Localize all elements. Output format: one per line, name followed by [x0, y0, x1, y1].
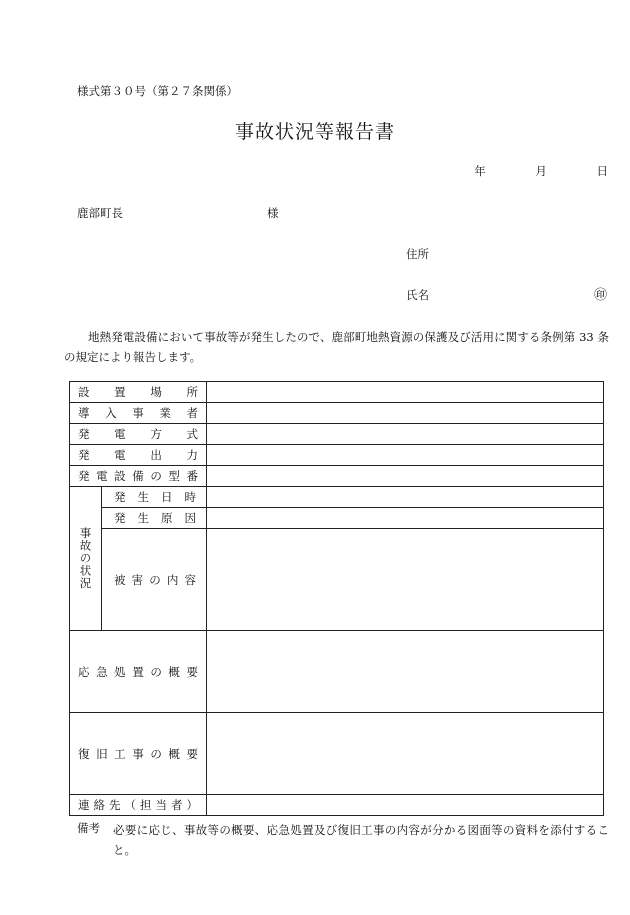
emergency-value-cell[interactable]: [207, 631, 604, 713]
date-line: [450, 163, 608, 179]
row-label-damage: 被害の内容: [102, 529, 207, 631]
date-month: 月: [535, 164, 547, 178]
row-label-method: 発電方式: [70, 424, 207, 445]
row-label-emergency: 応急処置の概要: [70, 631, 207, 713]
row-label-model: 発電設備の型番: [70, 466, 207, 487]
intro-paragraph: 地熱発電設備において事故等が発生したので、鹿部町地熱資源の保護及び活用に関する条例第 33 条の規定により報告します。: [64, 330, 609, 364]
row-label-cause: 発生原因: [102, 508, 207, 529]
row-label-operator: 導入事業者: [70, 403, 207, 424]
table-row: [70, 508, 604, 529]
table-row: [70, 487, 604, 508]
output-value-cell[interactable]: [207, 445, 604, 466]
table-row: [70, 445, 604, 466]
row-label-restoration: 復旧工事の概要: [70, 713, 207, 795]
report-table: [69, 381, 604, 816]
name-label: 氏名: [406, 288, 429, 302]
restoration-value-cell[interactable]: [207, 713, 604, 795]
cause-value-cell[interactable]: [207, 508, 604, 529]
date-day: 日: [596, 164, 608, 178]
form-number: 様式第３０号（第２７条関係）: [77, 84, 238, 98]
recipient: 鹿部町長: [77, 206, 123, 220]
model-value-cell[interactable]: [207, 466, 604, 487]
table-row: [70, 424, 604, 445]
row-label-output: 発電出力: [70, 445, 207, 466]
date-year: 年: [474, 164, 486, 178]
table-row: [70, 466, 604, 487]
occurred-at-value-cell[interactable]: [207, 487, 604, 508]
honorific: 様: [267, 206, 279, 220]
table-row: [70, 795, 604, 816]
contact-value-cell[interactable]: [207, 795, 604, 816]
table-row: [70, 529, 604, 631]
seal-mark: ㊞: [594, 288, 608, 303]
remarks-label: 備考: [77, 821, 100, 835]
accident-group-label: 事故の状況: [70, 487, 102, 631]
method-value-cell[interactable]: [207, 424, 604, 445]
operator-value-cell[interactable]: [207, 403, 604, 424]
address-label: 住所: [406, 247, 429, 261]
location-value-cell[interactable]: [207, 382, 604, 403]
row-label-occurred-at: 発生日時: [102, 487, 207, 508]
document-title: 事故状況等報告書: [234, 121, 395, 143]
table-row: [70, 631, 604, 713]
table-row: [70, 382, 604, 403]
damage-value-cell[interactable]: [207, 529, 604, 631]
row-label-contact: 連絡先（担当者）: [70, 795, 207, 816]
table-row: [70, 713, 604, 795]
table-row: [70, 403, 604, 424]
remarks-text: 必要に応じ、事故等の概要、応急処置及び復旧工事の内容が分かる図面等の資料を添付すること。: [113, 823, 609, 857]
row-label-location: 設置場所: [70, 382, 207, 403]
